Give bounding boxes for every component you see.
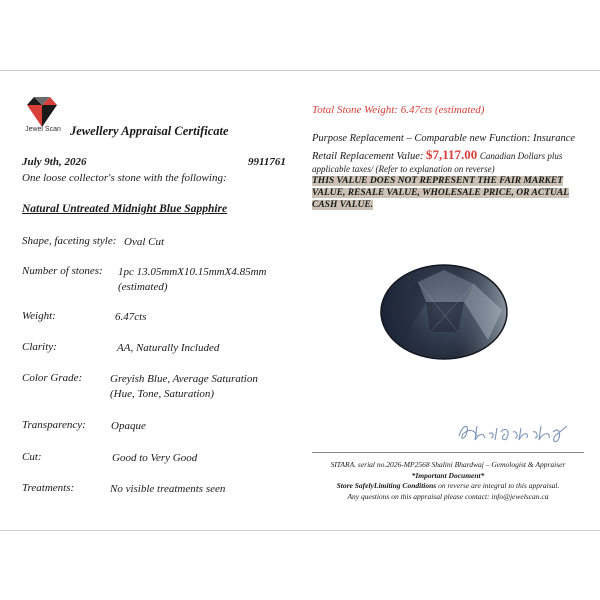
label-treatments: Treatments: xyxy=(22,482,75,494)
bottom-border xyxy=(0,530,600,531)
retail-value xyxy=(312,148,592,176)
certificate-title: Jewellery Appraisal Certificate xyxy=(70,124,229,138)
footer-serial: SITARA. serial no.2026-MP2568 Shalini Bhardwaj – Gemologist & Appraiser xyxy=(330,460,566,469)
value-color-grade xyxy=(110,372,295,402)
logo-label: Jewel Scan xyxy=(25,126,61,133)
value-cut: Good to Very Good xyxy=(112,452,198,464)
intro-text: One loose collector's stone with the following: xyxy=(22,172,227,184)
value-weight: 6.47cts xyxy=(115,311,147,323)
retail-note: applicable taxes/ (Refer to explanation on reverse) xyxy=(312,164,495,174)
footer-limiting-conditions: Limiting Conditions xyxy=(373,481,437,490)
signature-line xyxy=(312,452,584,453)
label-number-of-stones: Number of stones: xyxy=(22,265,103,277)
stone-name: Natural Untreated Midnight Blue Sapphire xyxy=(22,203,228,215)
retail-price: $7,117.00 xyxy=(426,147,478,162)
retail-label: Retail Replacement Value: xyxy=(312,151,424,162)
value-color: Greyish Blue, Average Saturation xyxy=(110,373,258,385)
label-shape: Shape, faceting style: xyxy=(22,235,117,247)
value-shape: Oval Cut xyxy=(124,236,165,248)
appraiser-signature xyxy=(455,418,570,446)
value-number-of-stones xyxy=(118,265,303,295)
certificate-number: 9911761 xyxy=(248,156,286,168)
certificate-date: July 9th, 2026 xyxy=(22,156,87,168)
footer-conditions-rest: on reverse are integral to this appraisal. xyxy=(438,481,560,490)
value-estimated: (estimated) xyxy=(118,281,168,293)
label-color-grade: Color Grade: xyxy=(22,372,83,384)
footer-contact: Any questions on this appraisal please contact: info@jewelscan.ca xyxy=(347,491,549,501)
purpose-line: Purpose Replacement – Comparable new Function: Insurance xyxy=(312,133,576,144)
value-transparency: Opaque xyxy=(111,420,146,432)
value-treatments: No visible treatments seen xyxy=(110,483,226,495)
disclaimer-text: THIS VALUE DOES NOT REPRESENT THE FAIR MARKET VALUE, RESALE VALUE, WHOLESALE PRICE, OR ACTUAL CASH VALUE. xyxy=(312,176,569,210)
footer-conditions xyxy=(312,481,584,492)
retail-currency: Canadian Dollars plus xyxy=(479,151,563,161)
sapphire-image xyxy=(378,262,510,362)
value-disclaimer xyxy=(312,175,592,211)
label-transparency: Transparency: xyxy=(22,419,86,431)
value-clarity: AA, Naturally Included xyxy=(117,342,220,354)
appraisal-footer xyxy=(312,460,584,502)
top-border xyxy=(0,70,600,71)
label-weight: Weight: xyxy=(22,310,56,322)
total-stone-weight: Total Stone Weight: 6.47cts (estimated) xyxy=(312,104,485,116)
value-color-note: (Hue, Tone, Saturation) xyxy=(110,388,215,400)
label-cut: Cut: xyxy=(22,451,42,463)
label-clarity: Clarity: xyxy=(22,341,57,353)
value-dimensions: 1pc 13.05mmX10.15mmX4.85mm xyxy=(118,266,267,278)
footer-store-safely: Store Safely xyxy=(336,481,374,490)
footer-important: *Important Document* xyxy=(411,470,485,480)
